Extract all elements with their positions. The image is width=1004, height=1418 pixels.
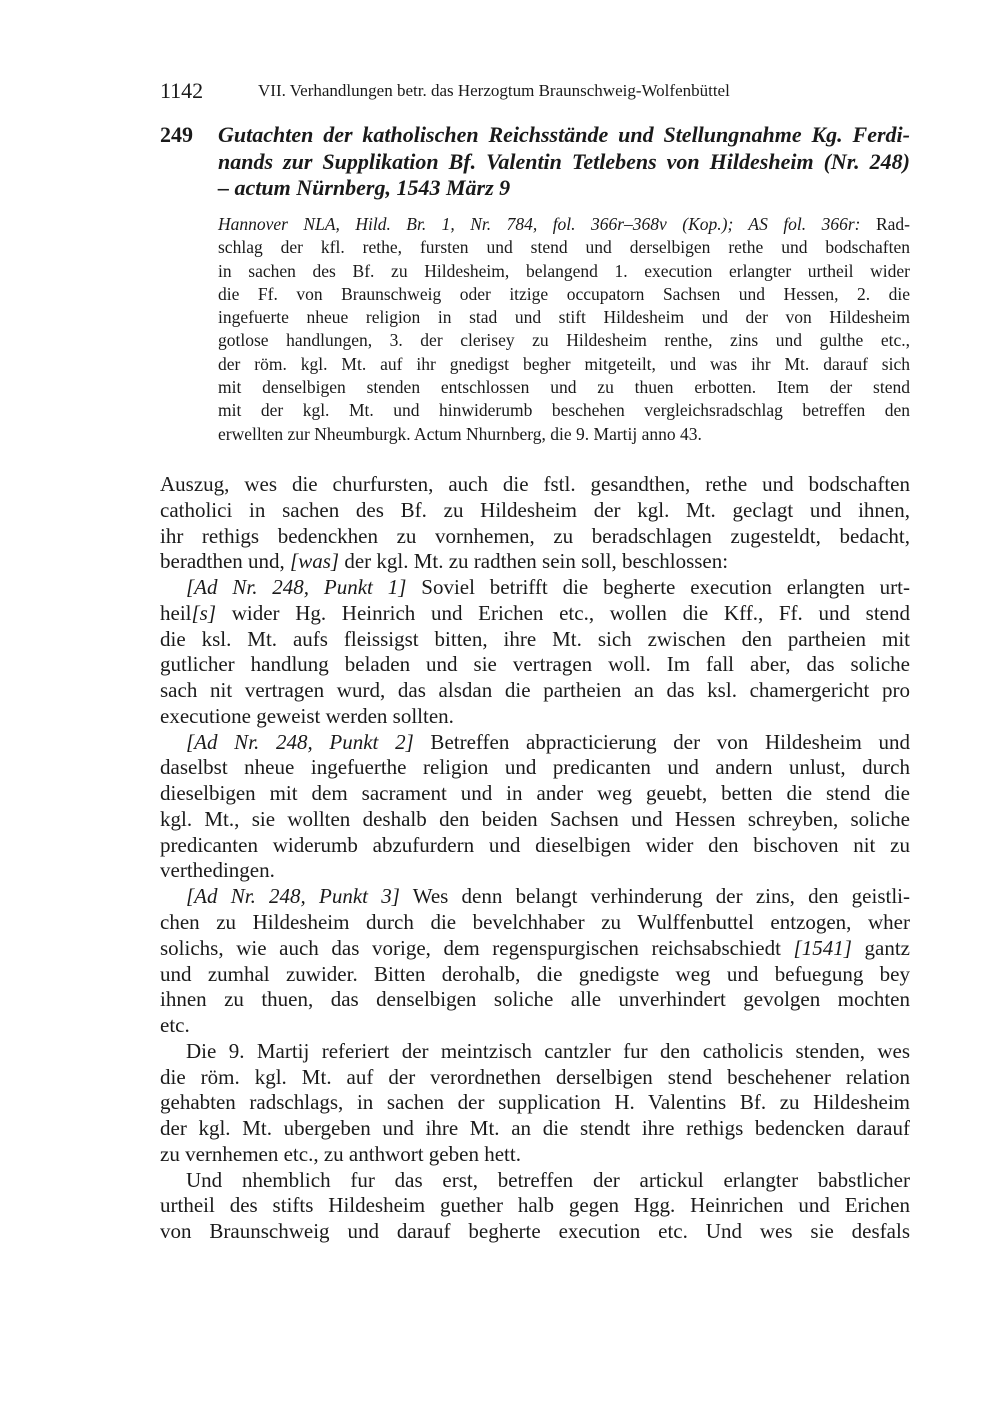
italic-text: [1541]: [793, 935, 852, 960]
text-segment: Soviel betrifft die begherte execution erlangten urt-: [406, 575, 910, 600]
text-segment: beradthen und,: [160, 549, 291, 574]
running-title: VII. Verhandlungen betr. das Herzogtum Braunschweig-Wolfenbüttel: [258, 81, 730, 100]
text-segment: die röm. kgl. Mt. auf der verordnethen derselbigen stend beschehener relation: [160, 1064, 910, 1089]
text-segment: ihnen zu thuen, das denselbigen soliche alle unverhindert gevolgen mochten: [160, 987, 910, 1012]
text-segment: wider Hg. Heinrich und Erichen etc., wollen die Kff., Ff. und stend: [216, 600, 910, 625]
text-segment: in sachen des Bf. zu Hildesheim, belangend 1. execution erlangter urtheil wider: [218, 260, 910, 281]
body-line: [160, 910, 910, 936]
text-segment: sach nit vertragen wurd, das alsdan die partheien an das ksl. chamergericht pro: [160, 678, 910, 703]
document-title: [218, 122, 910, 202]
body-line: [160, 704, 910, 730]
body-line: [160, 1065, 910, 1091]
document-body: [160, 472, 910, 1245]
text-segment: Rad-: [875, 214, 910, 234]
text-segment: gutlicher handlung beladen und sie vertragen woll. Im fall aber, das soliche: [160, 652, 910, 677]
source-note: [218, 213, 910, 446]
title-line: [218, 122, 910, 149]
text-segment: etc.: [160, 1013, 190, 1038]
text-segment: ihr rethigs bedenckhen zu vornhemen, zu beradschlagen zugesteldt, bedacht,: [160, 523, 910, 548]
body-line: [160, 1039, 910, 1065]
text-segment: Gutachten der katholischen Reichsstände und Stellungnahme Kg. Ferdi-: [218, 122, 910, 147]
source-line: [218, 353, 910, 376]
text-segment: der kgl. Mt. zu radthen sein soll, beschlossen:: [339, 549, 729, 574]
text-segment: der röm. kgl. Mt. auf ihr gnedigst begher mitgeteilt, und was ihr Mt. darauf sich: [218, 353, 910, 374]
text-segment: erwellten zur Nheumburgk. Actum Nhurnberg, die 9. Martij anno 43.: [218, 423, 702, 444]
text-segment: kgl. Mt., sie wollten deshalb den beiden Sachsen und Hessen schreyben, soliche: [160, 806, 910, 831]
text-segment: heil: [160, 600, 192, 625]
italic-text: Hannover NLA, Hild. Br. 1, Nr. 784, fol. 366r–368v (Kop.); AS fol. 366r:: [218, 214, 876, 234]
text-segment: schlag der kfl. rethe, fursten und stend und derselbigen rethe und bodschaften: [218, 237, 910, 258]
body-line: [160, 498, 910, 524]
text-segment: von Braunschweig und darauf begherte execution etc. Und wes sie desfals: [160, 1219, 910, 1244]
body-line: [160, 678, 910, 704]
text-segment: dieselbigen mit dem sacrament und in ander weg geuebt, betten die stend die: [160, 781, 910, 806]
italic-text: [s]: [191, 600, 217, 625]
text-segment: – actum Nürnberg, 1543 März 9: [218, 175, 511, 200]
text-segment: gehabten radschlags, in sachen der supplication H. Valentins Bf. zu Hildesheim: [160, 1090, 910, 1115]
text-segment: Betreffen abpracticierung der von Hildesheim und: [413, 729, 910, 754]
text-segment: ingefuerte nheue religion in stad und stift Hildesheim und der von Hildesheim: [218, 307, 910, 328]
text-segment: urtheil des stifts Hildesheim guether halb gegen Hgg. Heinrichen und Erichen: [160, 1193, 910, 1218]
body-line: [160, 1193, 910, 1219]
body-line: [160, 1142, 910, 1168]
body-line: [160, 1090, 910, 1116]
body-line: [160, 987, 910, 1013]
italic-text: [Ad Nr. 248, Punkt 3]: [186, 884, 400, 909]
body-line: [160, 884, 910, 910]
body-line: [160, 601, 910, 627]
body-line: [160, 524, 910, 550]
text-segment: Wes denn belangt verhinderung der zins, den geistli-: [399, 884, 910, 909]
title-line: [218, 149, 910, 176]
body-line: [160, 807, 910, 833]
body-line: [160, 472, 910, 498]
text-segment: die Ff. von Braunschweig oder itzige occupatorn Sachsen und Hessen, 2. die: [218, 283, 910, 304]
title-line: [218, 175, 910, 202]
text-segment: verthedingen.: [160, 858, 275, 883]
source-line: [218, 423, 910, 446]
body-line: [160, 730, 910, 756]
text-segment: gantz: [851, 935, 910, 960]
source-line: [218, 329, 910, 352]
body-line: [160, 858, 910, 884]
italic-text: [Ad Nr. 248, Punkt 2]: [186, 729, 414, 754]
body-line: [160, 833, 910, 859]
body-line: [160, 1013, 910, 1039]
source-line: [218, 283, 910, 306]
source-line: [218, 236, 910, 259]
text-segment: der kgl. Mt. ubergeben und ihre Mt. an die stendt ihre rethigs bedencken darauf: [160, 1116, 910, 1141]
source-line: [218, 376, 910, 399]
body-line: [160, 781, 910, 807]
text-segment: Auszug, wes die churfursten, auch die fstl. gesandthen, rethe und bodschaften: [160, 472, 910, 496]
source-line: [218, 306, 910, 329]
body-line: [160, 627, 910, 653]
text-segment: catholici in sachen des Bf. zu Hildesheim der kgl. Mt. geclagt und ihnen,: [160, 497, 910, 522]
running-header: [160, 78, 920, 104]
source-line: [218, 213, 910, 236]
text-segment: Und nhemblich fur das erst, betreffen der artickul erlangter babstlicher: [186, 1167, 910, 1192]
body-line: [160, 936, 910, 962]
text-segment: mit denselbigen stenden entschlossen und zu thuen erbotten. Item der stend: [218, 377, 910, 398]
body-line: [160, 549, 910, 575]
text-segment: und zumhal zuwider. Bitten derohalb, die gnedigste weg und befuegung bey: [160, 961, 910, 986]
body-line: [160, 1219, 910, 1245]
text-segment: predicanten widerumb abzufurdern und dieselbigen wider den bischoven nit zu: [160, 832, 910, 857]
document-number: 249: [160, 122, 193, 147]
text-segment: solichs, wie auch das vorige, dem regenspurgischen reichsabschiedt: [160, 935, 794, 960]
text-segment: Die 9. Martij referiert der meintzisch cantzler fur den catholicis stenden, wes: [186, 1038, 910, 1063]
page-number: 1142: [160, 78, 204, 103]
body-line: [160, 755, 910, 781]
text-segment: mit der kgl. Mt. und hinwiderumb beschehen vergleichsradschlag betreffen den: [218, 400, 910, 421]
text-segment: gotlose handlungen, 3. der clerisey zu Hildesheim renthe, zins und gulthe etc.,: [218, 330, 910, 351]
italic-text: [was]: [290, 549, 340, 574]
body-line: [160, 652, 910, 678]
text-segment: die ksl. Mt. aufs fleissigst bitten, ihre Mt. sich zwischen den partheien mit: [160, 626, 910, 651]
body-line: [160, 1168, 910, 1194]
body-line: [160, 962, 910, 988]
text-segment: executione geweist werden sollten.: [160, 703, 454, 728]
text-segment: chen zu Hildesheim durch die bevelchhaber zu Wulffenbuttel entzogen, wher: [160, 910, 910, 935]
body-line: [160, 575, 910, 601]
text-segment: zu vernhemen etc., zu anthwort geben hett.: [160, 1141, 521, 1166]
text-segment: daselbst nheue ingefuerthe religion und predicanten und andern unlust, durch: [160, 755, 910, 780]
italic-text: [Ad Nr. 248, Punkt 1]: [186, 575, 407, 600]
source-line: [218, 399, 910, 422]
text-segment: nands zur Supplikation Bf. Valentin Tetlebens von Hildesheim (Nr. 248): [218, 148, 910, 174]
body-line: [160, 1116, 910, 1142]
source-line: [218, 260, 910, 283]
